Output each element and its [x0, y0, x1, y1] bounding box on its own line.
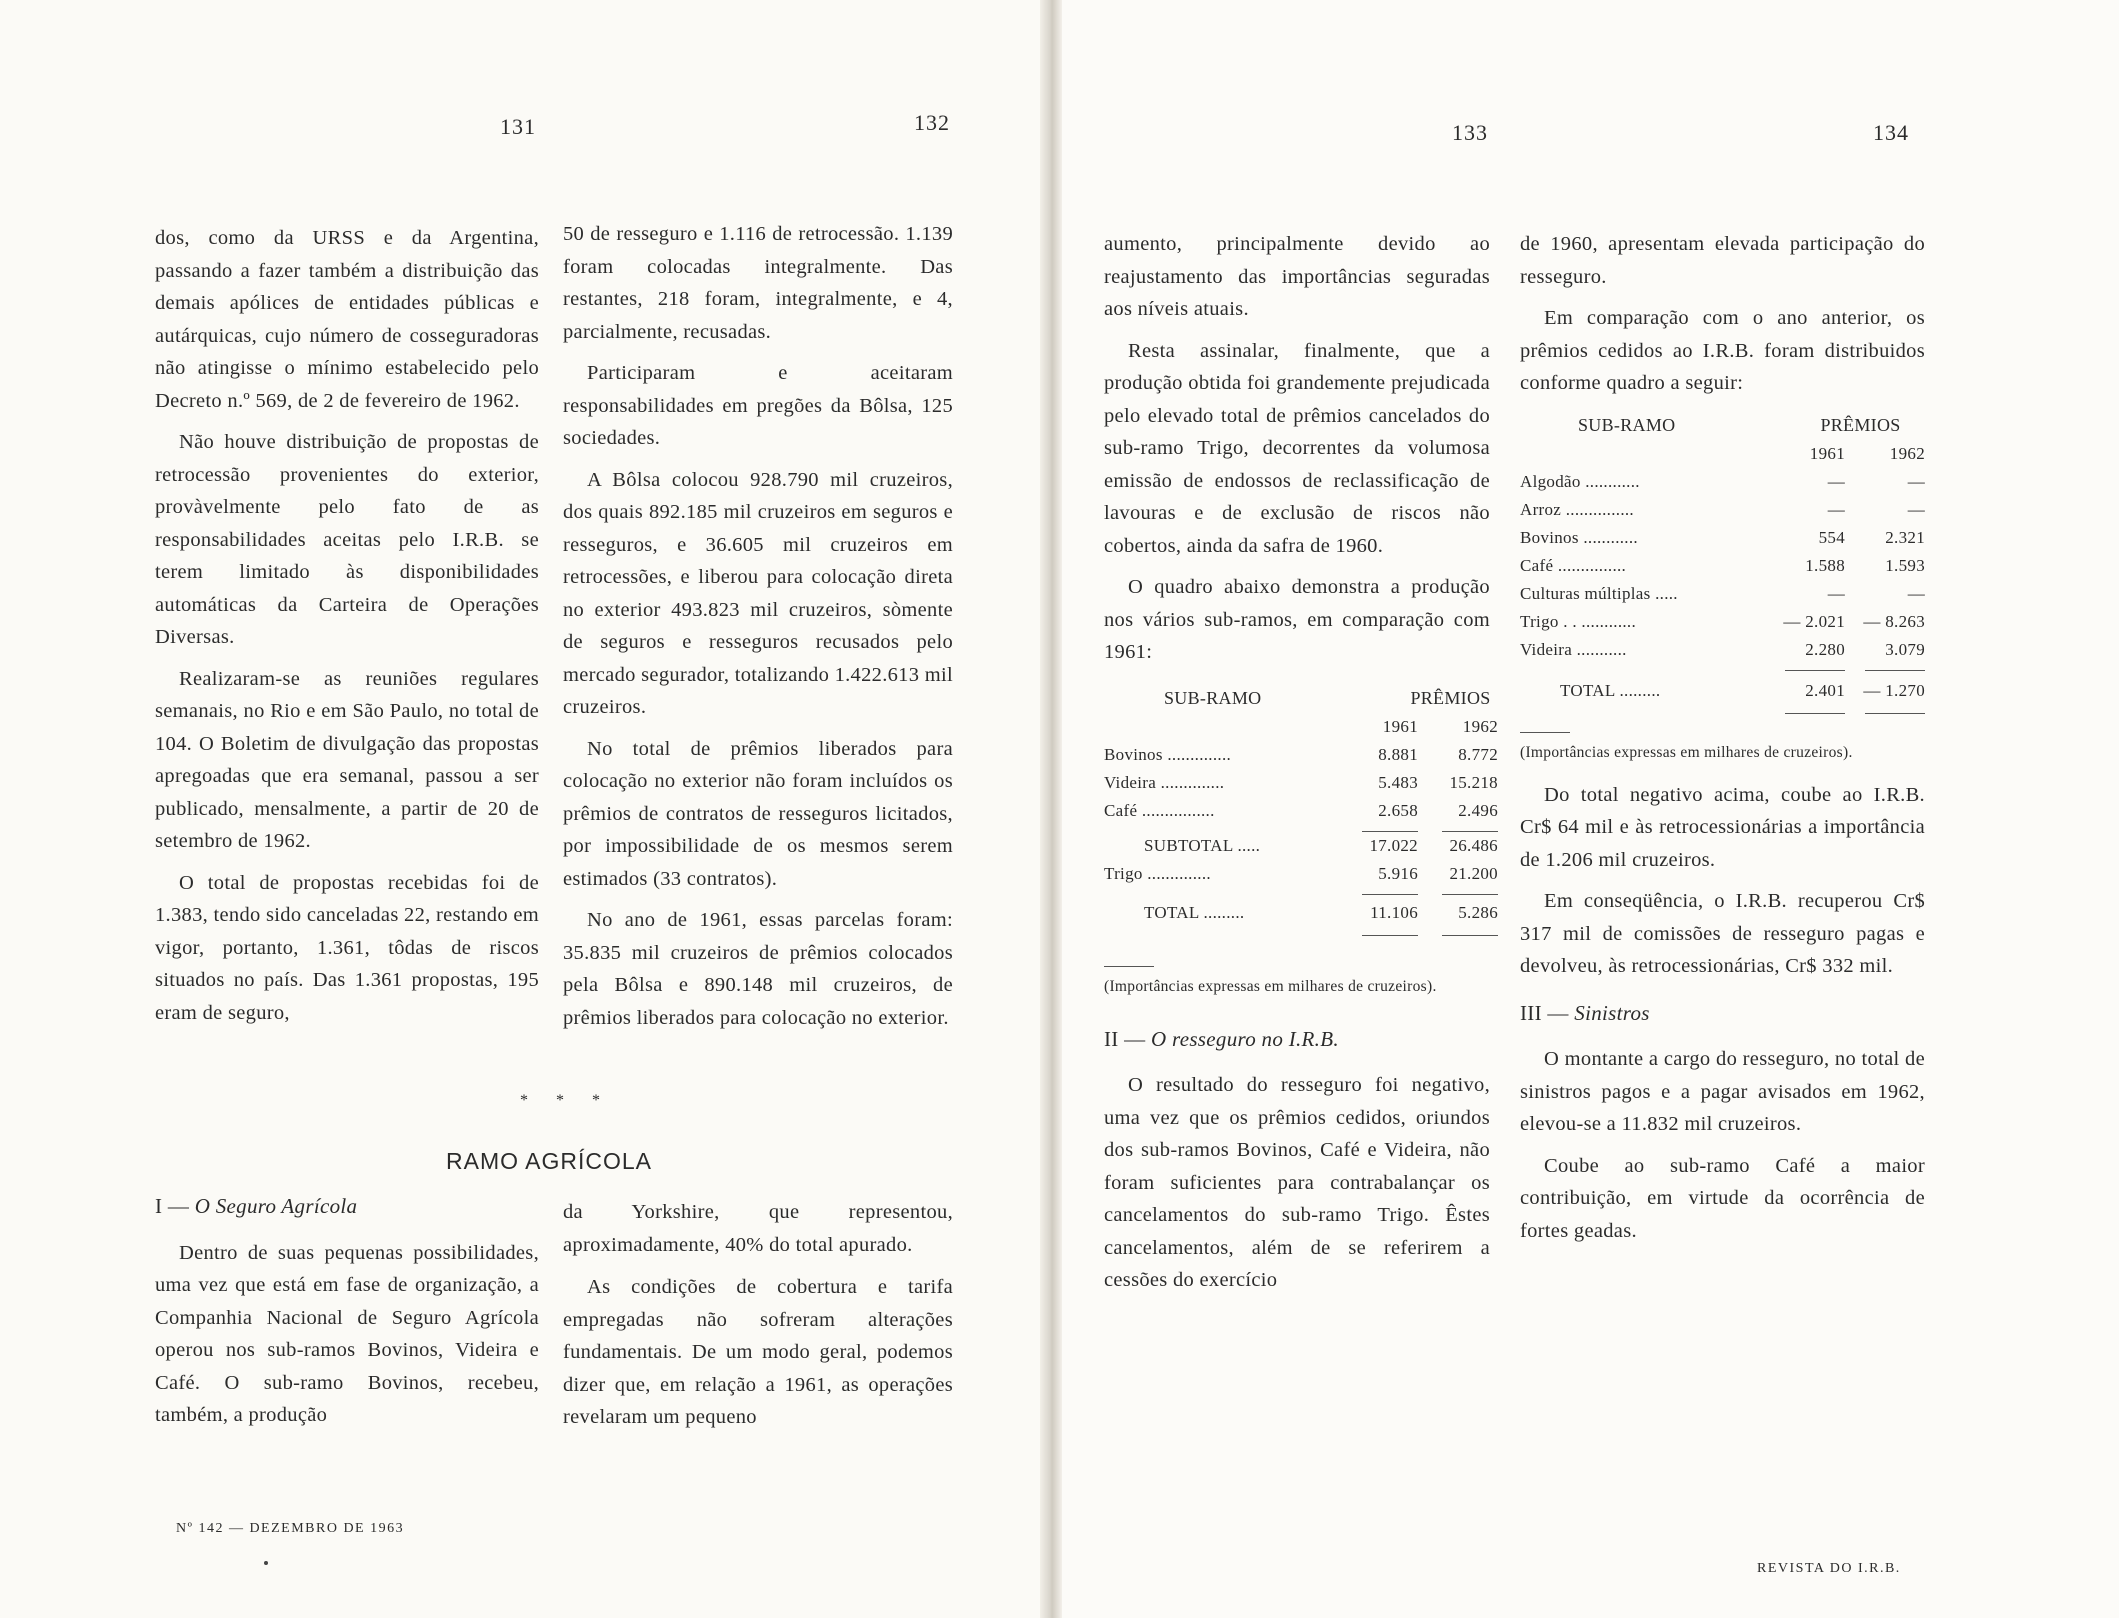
- paragraph: Em conseqüência, o I.R.B. recuperou Cr$ 317 mil de comissões de resseguro pagas e devolveu, às retrocessionárias, Cr$ 332 mil.: [1520, 890, 1925, 977]
- note-rule: [1104, 966, 1154, 967]
- table-row: Culturas múltiplas ..... — —: [1520, 583, 1925, 603]
- paragraph: O total de propostas recebidas foi de 1.383, tendo sido canceladas 22, restando em vigor, portanto, 1.361, tôdas de riscos situados no país. Das 1.361 propostas, 195 eram de seguro,: [155, 871, 539, 1024]
- year-header: 1962: [1462, 716, 1498, 736]
- table-row-total: TOTAL ......... 11.106 5.286: [1144, 902, 1498, 922]
- paragraph: Realizaram-se as reuniões regulares semanais, no Rio e em São Paulo, no total de 104. O Boletim de divulgação das propostas apregoadas que era semanal, passou a ser publicado, mensalmente, a partir de 20 de setembro de 1962.: [155, 667, 539, 852]
- subsection-heading: I — O Seguro Agrícola: [155, 1194, 358, 1218]
- table-row: Bovinos .............. 8.881 8.772: [1104, 744, 1498, 764]
- table-row: Café ............... 1.588 1.593: [1520, 555, 1925, 575]
- table-row: Bovinos ............ 554 2.321: [1520, 527, 1925, 547]
- paragraph: As condições de cobertura e tarifa empregadas não sofreram alterações fundamentais. De um modo geral, podemos dizer que, em relação a 1961, as operações revelaram um pequeno: [563, 1276, 953, 1428]
- paragraph: No ano de 1961, essas parcelas foram: 35.835 mil cruzeiros de prêmios colocados pela Bôlsa e 890.148 mil cruzeiros, de prêmios liberados para colocação no exterior.: [563, 909, 953, 1029]
- page-number-133: 133: [1452, 120, 1488, 145]
- paragraph: Não houve distribuição de propostas de retrocessão provenientes do exterior, provàvelmente pelo fato de as responsabilidades aceitas pelo I.R.B. se terem limitado às disponibilidades automáticas da Carteira de Operações Diversas.: [155, 431, 539, 648]
- column-header-subramo: SUB-RAMO: [1578, 414, 1676, 435]
- page-number-132: 132: [914, 110, 950, 135]
- table-row: Videira ........... 2.280 3.079: [1520, 639, 1925, 659]
- page-131-bottom-column: [155, 1190, 539, 1441]
- paragraph: Em comparação com o ano anterior, os prêmios cedidos ao I.R.B. foram distribuidos conforme quadro a seguir:: [1520, 307, 1925, 394]
- year-header: 1962: [1889, 443, 1925, 463]
- paragraph: Resta assinalar, finalmente, que a produção obtida foi grandemente prejudicada pelo elevado total de prêmios cancelados do sub-ramo Trigo, decorrentes da volumosa emissão de endossos de reclassificação de lavouras e de exclusão de riscos não cobertos, ainda da safra de 1960.: [1104, 339, 1490, 557]
- page-132-column: [563, 218, 953, 1043]
- paragraph: Coube ao sub-ramo Café a maior contribuição, em virtude da ocorrência de fortes geadas.: [1520, 1154, 1925, 1242]
- ceded-premiums-table: [1520, 410, 1925, 714]
- page-132-bottom-column: [563, 1196, 953, 1443]
- table-row: Trigo . . ............ — 2.021 — 8.263: [1520, 611, 1925, 631]
- column-header-premios: PRÊMIOS: [1820, 414, 1901, 435]
- page-134-column: [1520, 228, 1925, 1256]
- footer-issue: Nº 142 — DEZEMBRO DE 1963: [176, 1521, 405, 1536]
- section-title: RAMO AGRÍCOLA: [446, 1148, 652, 1174]
- table-row-subtotal: SUBTOTAL ..... 17.022 26.486: [1144, 835, 1498, 855]
- paragraph: aumento, principalmente devido ao reajustamento das importâncias seguradas aos níveis atuais.: [1104, 233, 1490, 320]
- page-number-134: 134: [1873, 120, 1909, 145]
- table-row: Arroz ............... — —: [1520, 499, 1925, 519]
- year-header: 1961: [1382, 716, 1418, 736]
- page-number-131: 131: [500, 114, 536, 139]
- paragraph: O quadro abaixo demonstra a produção nos vários sub-ramos, em comparação com 1961:: [1104, 576, 1490, 663]
- paragraph: da Yorkshire, que representou, aproximadamente, 40% do total apurado.: [563, 1201, 953, 1256]
- paragraph: A Bôlsa colocou 928.790 mil cruzeiros, dos quais 892.185 mil cruzeiros em seguros e resseguros, e 36.605 mil cruzeiros em retrocessões, e liberou para colocação direta no exterior 493.823 mil cruzeiros, sòmente de seguros e resseguros recusados pelo mercado segurador, totalizando 1.422.613 mil cruzeiros.: [563, 468, 953, 718]
- subsection-heading: II — O resseguro no I.R.B.: [1104, 1026, 1339, 1051]
- section-separator: * * *: [520, 1092, 612, 1109]
- year-header: 1961: [1809, 443, 1845, 463]
- table-row: Algodão ............ — —: [1520, 471, 1925, 491]
- footer-journal: REVISTA DO I.R.B.: [1757, 1561, 1901, 1576]
- paragraph: Participaram e aceitaram responsabilidades em pregões da Bôlsa, 125 sociedades.: [563, 362, 953, 449]
- subsection-heading: III — Sinistros: [1520, 1000, 1650, 1025]
- page-133-column: [1104, 228, 1498, 1306]
- paragraph: O montante a cargo do resseguro, no total de sinistros pagos e a pagar avisados em 1962, elevou-se a 11.832 mil cruzeiros.: [1520, 1048, 1925, 1135]
- paragraph: 50 de resseguro e 1.116 de retrocessão. 1.139 foram colocadas integralmente. Das restantes, 218 foram, integralmente, e 4, parcialmente, recusadas.: [563, 223, 953, 343]
- paragraph: de 1960, apresentam elevada participação do resseguro.: [1520, 233, 1925, 288]
- table-row: Videira .............. 5.483 15.218: [1104, 772, 1498, 792]
- table-note: (Importâncias expressas em milhares de cruzeiros).: [1104, 977, 1437, 995]
- paragraph: Dentro de suas pequenas possibilidades, uma vez que está em fase de organização, a Companhia Nacional de Seguro Agrícola operou nos sub-ramos Bovinos, Videira e Café. O sub-ramo Bovinos, recebeu, também, a produção: [155, 1241, 539, 1426]
- table-note: (Importâncias expressas em milhares de cruzeiros).: [1520, 743, 1853, 761]
- paragraph: No total de prêmios liberados para colocação no exterior não foram incluídos os prêmios de contratos de resseguros licitados, por impossibilidade de os mesmos serem estimados (33 contratos).: [563, 737, 953, 890]
- table-row-total: TOTAL ......... 2.401 — 1.270: [1560, 680, 1925, 700]
- table-row: Café ................ 2.658 2.496: [1104, 800, 1498, 820]
- paragraph: O resultado do resseguro foi negativo, uma vez que os prêmios cedidos, oriundos dos sub-ramos Bovinos, Café e Videira, não foram suficientes para contrabalançar os cancelamentos do sub-ramo Trigo. Êstes cancelamentos, além de se referirem a cessões do exercício: [1104, 1074, 1490, 1291]
- ink-speck: [264, 1561, 268, 1565]
- column-header-premios: PRÊMIOS: [1410, 687, 1491, 708]
- note-rule: [1520, 732, 1570, 733]
- page-131-column: [155, 222, 539, 1038]
- paragraph: dos, como da URSS e da Argentina, passando a fazer também a distribuição das demais apólices de entidades públicas e autárquicas, cujo número de cosseguradoras não atingisse o mínimo estabelecido pelo Decreto n.º 569, de 2 de fevereiro de 1962.: [155, 227, 539, 412]
- production-table: [1104, 683, 1498, 936]
- book-gutter: [1040, 0, 1062, 1618]
- table-row: Trigo .............. 5.916 21.200: [1104, 863, 1498, 883]
- column-header-subramo: SUB-RAMO: [1164, 687, 1262, 708]
- paragraph: Do total negativo acima, coube ao I.R.B. Cr$ 64 mil e às retrocessionárias a importância de 1.206 mil cruzeiros.: [1520, 783, 1925, 871]
